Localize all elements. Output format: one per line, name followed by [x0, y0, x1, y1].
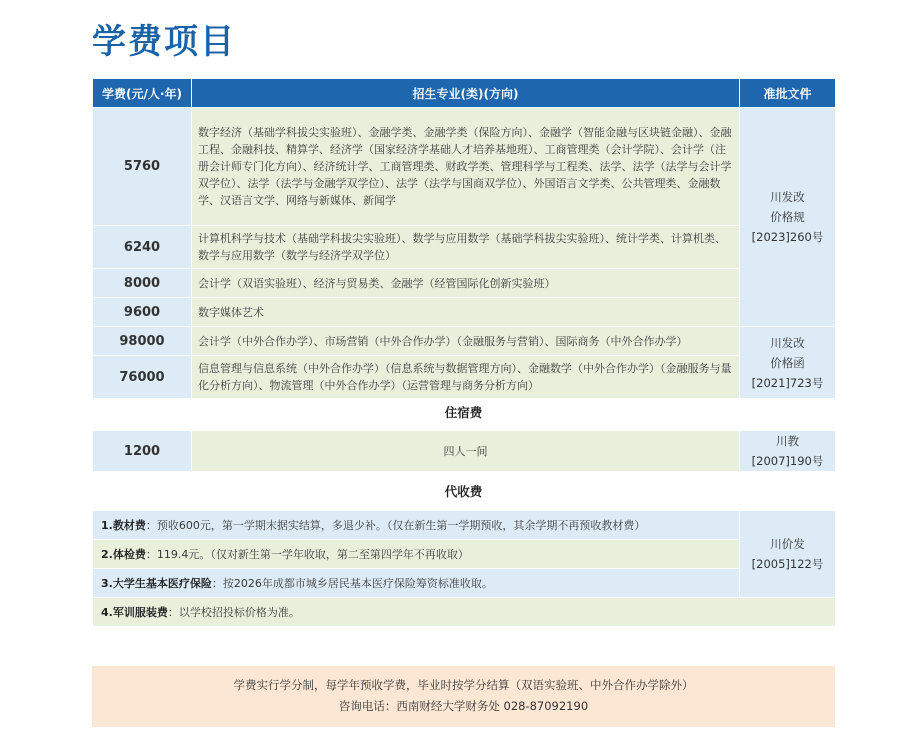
fee-cell: 98000 [93, 327, 192, 356]
agency-item-text: ：按2026年成都市城乡居民基本医疗保险筹资标准收取。 [211, 577, 493, 590]
agency-item [93, 569, 740, 598]
fee-cell: 76000 [93, 356, 192, 399]
table-row [93, 598, 836, 627]
table-row [93, 540, 836, 569]
agency-doc [740, 511, 836, 598]
table-row [93, 569, 836, 598]
agency-item [93, 598, 836, 627]
majors-cell: 数字媒体艺术 [192, 298, 740, 327]
fee-cell: 6240 [93, 226, 192, 269]
tuition-header-row [93, 79, 836, 108]
agency-item-label: 2.体检费 [101, 548, 146, 561]
doc-line: 价格函 [770, 355, 805, 370]
table-row [93, 269, 836, 298]
table-row [93, 226, 836, 269]
tuition-table [92, 78, 836, 399]
approval-doc-a [740, 108, 836, 327]
doc-line: [2021]723号 [751, 375, 824, 390]
doc-line: 川价发 [770, 537, 805, 551]
fee-cell: 9600 [93, 298, 192, 327]
lodging-table [92, 430, 836, 472]
agency-item [93, 511, 740, 540]
table-row [93, 431, 836, 472]
table-row [93, 108, 836, 226]
note-line: 学费实行学分制，每学年预收学费，毕业时按学分结算（双语实验班、中外合作办学除外） [233, 678, 694, 692]
agency-section-title: 代收费 [444, 484, 483, 499]
approval-doc-b [740, 327, 836, 399]
doc-line: [2007]190号 [751, 454, 824, 468]
majors-cell: 会计学（双语实验班）、经济与贸易类、金融学（经管国际化创新实验班） [192, 269, 740, 298]
header-fee: 学费(元/人·年) [93, 79, 192, 108]
table-row [93, 356, 836, 399]
note-box [92, 666, 835, 727]
contact-line: 咨询电话：西南财经大学财务处 028-87092190 [338, 699, 589, 713]
lodging-fee: 1200 [93, 431, 192, 472]
doc-line: 价格规 [770, 210, 805, 224]
majors-cell: 会计学（中外合作办学）、市场营销（中外合作办学）（金融服务与营销）、国际商务（中外合作办学） [192, 327, 740, 356]
agency-item-text: ：119.4元。（仅对新生第一学年收取，第二至第四学年不再收取） [145, 548, 469, 561]
lodging-desc: 四人一间 [192, 431, 740, 472]
table-row [93, 511, 836, 540]
page-title: 学费项目 [92, 22, 236, 62]
doc-line: [2023]260号 [751, 230, 824, 244]
agency-item-label: 1.教材费 [101, 519, 146, 532]
agency-item [93, 540, 740, 569]
majors-cell: 数字经济（基础学科拔尖实验班）、金融学类、金融学类（保险方向）、金融学（智能金融与区块链金融）、金融工程、金融科技、精算学、经济学（国家经济学基础人才培养基地班）、工商管理类（会计学院）、会计学（注册会计师专门化方向）、经济统计学、工商管理类、财政学类、管理科学与工程类、法学、法学（法学与会计学双学位）、法学（法学与金融学双学位）、法学（法学与国商双学位）、外国语言文学类、公共管理类、金融数学、汉语言文学、网络与新媒体、新闻学 [192, 108, 740, 226]
fee-cell: 8000 [93, 269, 192, 298]
lodging-doc [740, 431, 836, 472]
table-row [93, 327, 836, 356]
lodging-section-title: 住宿费 [444, 405, 483, 420]
doc-line: 川发改 [770, 335, 805, 350]
agency-item-text: ：预收600元，第一学期末据实结算，多退少补。（仅在新生第一学期预收，其余学期不再预收教材费） [145, 519, 646, 532]
doc-line: [2005]122号 [751, 557, 824, 571]
agency-item-text: ：以学校招投标价格为准。 [167, 606, 300, 619]
majors-cell: 计算机科学与技术（基础学科拔尖实验班）、数学与应用数学（基础学科拔尖实验班）、统计学类、计算机类、数学与应用数学（数学与经济学双学位） [192, 226, 740, 269]
header-doc: 准批文件 [740, 79, 836, 108]
agency-item-label: 4.军训服装费 [101, 606, 168, 619]
doc-line: 川教 [776, 434, 799, 448]
agency-item-label: 3.大学生基本医疗保险 [101, 577, 212, 590]
doc-line: 川发改 [770, 190, 805, 204]
table-row [93, 298, 836, 327]
majors-cell: 信息管理与信息系统（中外合作办学）（信息系统与数据管理方向）、金融数学（中外合作办学）（金融服务与量化分析方向）、物流管理（中外合作办学）（运营管理与商务分析方向） [192, 356, 740, 399]
header-majors: 招生专业(类)(方向) [192, 79, 740, 108]
fee-cell: 5760 [93, 108, 192, 226]
agency-table [92, 510, 836, 627]
